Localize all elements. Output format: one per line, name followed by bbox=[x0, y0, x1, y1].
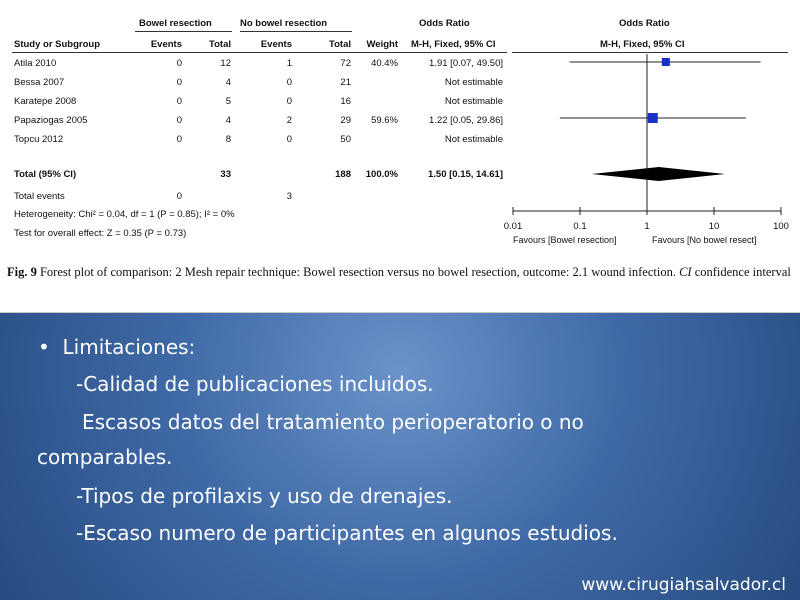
x-tick-label: 0.1 bbox=[573, 221, 587, 232]
header-total1: Total bbox=[209, 39, 231, 50]
events1-cell: 0 bbox=[176, 134, 182, 145]
total2-cell: 16 bbox=[340, 96, 351, 107]
events2-cell: 1 bbox=[286, 58, 292, 69]
bullet-heading bbox=[38, 335, 195, 359]
weight-cell: 40.4% bbox=[371, 58, 398, 69]
x-tick-label: 1 bbox=[644, 221, 650, 232]
pooled-diamond bbox=[592, 167, 725, 181]
bullet-line-1: -Calidad de publicaciones incluidos. bbox=[76, 372, 434, 396]
caption-text: Forest plot of comparison: 2 Mesh repair technique: Bowel resection versus no bowel resection, outcome: 2.1 wound infection. bbox=[39, 265, 676, 279]
study-marker bbox=[662, 58, 670, 66]
events1-cell: 0 bbox=[176, 77, 182, 88]
study-name: Bessa 2007 bbox=[14, 77, 65, 88]
study-name: Atila 2010 bbox=[14, 58, 57, 69]
total-weight: 100.0% bbox=[365, 169, 398, 180]
odds-ratio-cell: Not estimable bbox=[444, 77, 503, 88]
total1-cell: 12 bbox=[220, 58, 231, 69]
overall-effect-text: Test for overall effect: Z = 0.35 (P = 0.73) bbox=[14, 228, 187, 239]
bullet-line-2b: comparables. bbox=[37, 445, 173, 469]
events1-cell: 0 bbox=[176, 96, 182, 107]
study-name: Karatepe 2008 bbox=[14, 96, 77, 107]
caption-ci-abbr: CI bbox=[679, 265, 692, 279]
total-events2: 3 bbox=[286, 191, 292, 202]
events2-cell: 0 bbox=[286, 134, 292, 145]
caption-text-end: confidence interval bbox=[694, 265, 791, 279]
total2-cell: 29 bbox=[340, 115, 351, 126]
total2-cell: 72 bbox=[340, 58, 351, 69]
x-tick-label: 10 bbox=[708, 221, 720, 232]
header-events1: Events bbox=[150, 39, 182, 50]
weight-cell: 59.6% bbox=[371, 115, 398, 126]
total-label: Total (95% CI) bbox=[14, 169, 77, 180]
events2-cell: 0 bbox=[286, 96, 292, 107]
x-tick-label: 100 bbox=[773, 221, 789, 232]
x-tick-label: 0.01 bbox=[503, 221, 523, 232]
header-events2: Events bbox=[260, 39, 292, 50]
total2-sum: 188 bbox=[335, 169, 351, 180]
bullet-line-3: -Tipos de profilaxis y uso de drenajes. bbox=[76, 484, 453, 508]
header-bowel-resection: Bowel resection bbox=[139, 18, 212, 29]
header-weight: Weight bbox=[366, 39, 398, 50]
odds-ratio-cell: Not estimable bbox=[444, 134, 503, 145]
total1-cell: 8 bbox=[225, 134, 231, 145]
study-name: Topcu 2012 bbox=[14, 134, 64, 145]
odds-ratio-cell: 1.91 [0.07, 49.50] bbox=[429, 58, 503, 69]
events1-cell: 0 bbox=[176, 58, 182, 69]
figure-caption bbox=[7, 264, 797, 280]
header-study: Study or Subgroup bbox=[14, 39, 101, 50]
caption-fig-label: Fig. 9 bbox=[7, 265, 37, 279]
header-method-left: M-H, Fixed, 95% CI bbox=[411, 39, 496, 50]
odds-ratio-cell: 1.22 [0.05, 29.86] bbox=[429, 115, 503, 126]
total-events1: 0 bbox=[176, 191, 182, 202]
total-events-label: Total events bbox=[14, 191, 65, 202]
total1-sum: 33 bbox=[220, 169, 231, 180]
events2-cell: 2 bbox=[286, 115, 292, 126]
header-total2: Total bbox=[329, 39, 351, 50]
bullet-dot-icon: • bbox=[38, 335, 50, 359]
header-no-bowel-resection: No bowel resection bbox=[240, 18, 328, 29]
heterogeneity-text: Heterogeneity: Chi² = 0.04, df = 1 (P = 0.85); I² = 0% bbox=[14, 209, 235, 220]
bullet-heading-text: Limitaciones: bbox=[62, 335, 196, 359]
website-footer: www.cirugiahsalvador.cl bbox=[581, 575, 786, 595]
total1-cell: 4 bbox=[225, 115, 231, 126]
study-name: Papaziogas 2005 bbox=[14, 115, 88, 126]
header-odds-ratio-left: Odds Ratio bbox=[419, 18, 470, 29]
favours-left-label: Favours [Bowel resection] bbox=[513, 235, 617, 245]
total1-cell: 4 bbox=[225, 77, 231, 88]
study-marker bbox=[648, 113, 658, 123]
events1-cell: 0 bbox=[176, 115, 182, 126]
favours-right-label: Favours [No bowel resect] bbox=[652, 235, 757, 245]
odds-ratio-cell: Not estimable bbox=[444, 96, 503, 107]
header-method-right: M-H, Fixed, 95% CI bbox=[600, 39, 685, 50]
total2-cell: 21 bbox=[340, 77, 351, 88]
total-odds-ratio: 1.50 [0.15, 14.61] bbox=[428, 169, 503, 180]
total2-cell: 50 bbox=[340, 134, 351, 145]
events2-cell: 0 bbox=[286, 77, 292, 88]
total1-cell: 5 bbox=[225, 96, 231, 107]
header-odds-ratio-right: Odds Ratio bbox=[619, 18, 670, 29]
bullet-line-4: -Escaso numero de participantes en algunos estudios. bbox=[76, 521, 618, 545]
bullet-line-2: Escasos datos del tratamiento perioperatorio o no bbox=[82, 410, 584, 434]
